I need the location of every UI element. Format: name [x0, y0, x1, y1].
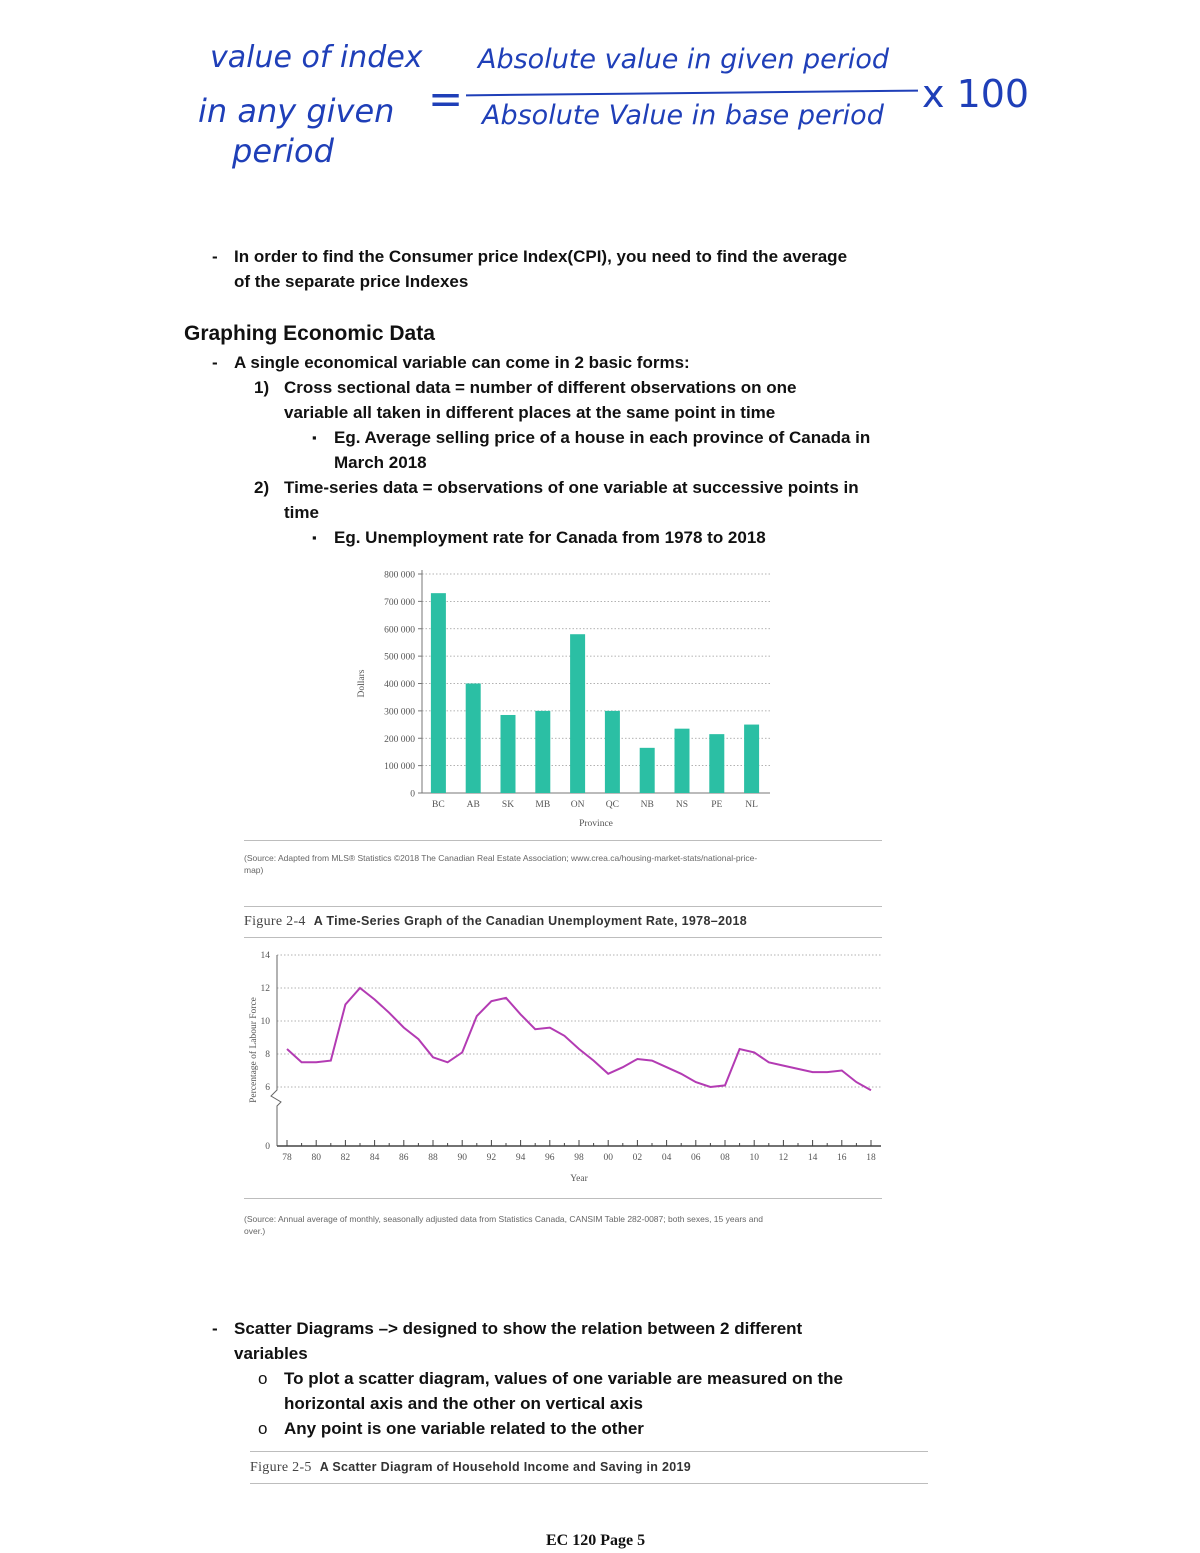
intro-dash: -: [212, 353, 218, 372]
scatter-sub1-line-1: To plot a scatter diagram, values of one variable are measured on the: [284, 1369, 843, 1388]
bar-bc: [431, 593, 446, 793]
bar-x-axis-label: Province: [579, 819, 613, 829]
line-x-tick-label: 06: [691, 1153, 701, 1163]
bar-y-tick-label: 200 000: [384, 734, 415, 745]
bar-x-tick-label: BC: [432, 800, 445, 810]
line-y-tick-label: 8: [265, 1050, 270, 1060]
line-y-axis-label: Percentage of Labour Force: [249, 997, 259, 1103]
bar-y-axis-label: Dollars: [357, 669, 367, 698]
page-footer: EC 120 Page 5: [546, 1532, 646, 1549]
formula-numerator: Absolute value in given period: [478, 44, 890, 75]
figure-2-4-title: A Time-Series Graph of the Canadian Unemployment Rate, 1978–2018: [313, 914, 747, 928]
line-x-tick-label: 16: [837, 1153, 847, 1163]
bar-y-tick-label: 400 000: [384, 680, 415, 690]
item1-line-1: Cross sectional data = number of different observations on one: [284, 378, 797, 397]
bar-ab: [466, 684, 481, 794]
figure-2-4-bottom-rule: [244, 937, 882, 938]
line-x-tick-label: 86: [399, 1153, 409, 1163]
item2-example: Eg. Unemployment rate for Canada from 1978 to 2018: [334, 528, 766, 547]
figure-2-5-title: A Scatter Diagram of Household Income and Saving in 2019: [319, 1460, 692, 1474]
item1-example-line-1: Eg. Average selling price of a house in each province of Canada in: [334, 428, 871, 447]
bar-x-tick-label: NL: [745, 800, 758, 810]
bar-y-tick-label: 0: [410, 789, 415, 800]
bar-x-tick-label: ON: [570, 800, 585, 810]
bar-x-tick-label: SK: [501, 800, 515, 810]
formula-lhs-top: value of index: [210, 40, 423, 75]
bar-y-tick-label: 800 000: [384, 570, 415, 581]
bar-x-tick-label: AB: [466, 800, 480, 810]
bar-chart-rule: [244, 840, 882, 841]
line-y-tick-label: 6: [265, 1083, 270, 1093]
bar-nb: [640, 748, 655, 793]
figure-2-4-caption: [244, 914, 747, 930]
line-chart-source-line-1: (Source: Annual average of monthly, seasonally adjusted data from Statistics Canada, CANSIM Table 282-0087; both sexes, 15 years and: [244, 1214, 763, 1224]
bar-qc: [605, 711, 620, 793]
figure-2-4-number: Figure 2-4: [244, 914, 306, 929]
bar-sk: [501, 715, 516, 793]
line-x-tick-label: 10: [749, 1153, 759, 1163]
line-x-tick-label: 12: [778, 1153, 789, 1163]
formula-denominator: Absolute Value in base period: [482, 100, 884, 131]
formula-equals: =: [428, 74, 464, 123]
item2-square-bullet: ▪: [312, 530, 317, 545]
item1-number: 1): [254, 378, 270, 397]
line-x-tick-label: 82: [340, 1153, 351, 1163]
cpi-line-2: of the separate price Indexes: [234, 272, 469, 291]
scatter-line-2: variables: [234, 1344, 308, 1363]
line-y-tick-label: 10: [260, 1017, 270, 1027]
line-y-tick-label: 12: [260, 984, 270, 994]
item2-line-2: time: [284, 503, 319, 522]
line-chart-source-line-2: over.): [244, 1226, 266, 1236]
figure-2-4-top-rule: [244, 906, 882, 907]
item2-number: 2): [254, 478, 270, 497]
bar-y-tick-label: 700 000: [384, 597, 415, 608]
line-x-tick-label: 04: [661, 1153, 672, 1163]
scatter-sub2-bullet: o: [258, 1419, 268, 1438]
bar-y-tick-label: 500 000: [384, 652, 415, 663]
bar-y-tick-label: 600 000: [384, 625, 415, 636]
cpi-line-1: In order to find the Consumer price Index(CPI), you need to find the average: [234, 247, 848, 266]
figure-2-5-top-rule: [250, 1451, 928, 1452]
figure-2-5-caption: [250, 1460, 691, 1476]
bar-mb: [535, 711, 550, 793]
bar-on: [570, 634, 585, 793]
unemployment-rate-series: [287, 988, 871, 1090]
scatter-sub1-bullet: o: [258, 1369, 268, 1388]
line-x-tick-label: 96: [545, 1153, 555, 1163]
bar-ns: [675, 729, 690, 793]
bar-x-tick-label: PE: [711, 800, 723, 810]
bar-nl: [744, 725, 759, 793]
item1-square-bullet: ▪: [312, 430, 317, 445]
bar-y-tick-label: 300 000: [384, 707, 415, 718]
line-x-tick-label: 90: [457, 1153, 467, 1163]
bar-y-tick-label: 100 000: [384, 762, 415, 773]
line-x-tick-label: 84: [369, 1153, 380, 1163]
bar-x-tick-label: MB: [535, 800, 551, 810]
line-x-tick-label: 98: [574, 1153, 584, 1163]
bar-chart-source-line-2: map): [244, 865, 264, 875]
line-y-tick-label: 0: [265, 1142, 270, 1152]
bar-pe: [709, 734, 724, 793]
line-x-tick-label: 78: [282, 1153, 292, 1163]
line-x-tick-label: 88: [428, 1153, 438, 1163]
bar-x-tick-label: NB: [640, 800, 654, 810]
bar-chart-source-line-1: (Source: Adapted from MLS® Statistics ©2018 The Canadian Real Estate Association; www.crea.ca/housing-market-stats/national-price-: [244, 853, 758, 863]
formula-times-100: x 100: [922, 72, 1030, 116]
formula-fraction-bar: [466, 90, 918, 97]
item1-example-line-2: March 2018: [334, 453, 427, 472]
line-x-tick-label: 14: [807, 1153, 818, 1163]
section-heading: Graphing Economic Data: [184, 322, 435, 345]
figure-2-5-bottom-rule: [250, 1483, 928, 1484]
line-x-axis-label: Year: [570, 1174, 588, 1184]
scatter-sub1-line-2: horizontal axis and the other on vertical axis: [284, 1394, 643, 1413]
line-x-tick-label: 92: [486, 1153, 497, 1163]
line-x-tick-label: 94: [515, 1153, 526, 1163]
line-y-axis-break: [271, 955, 281, 1146]
formula-lhs-mid: in any given: [198, 92, 395, 130]
province-bar-chart: [350, 562, 780, 834]
scatter-sub2-text: Any point is one variable related to the other: [284, 1419, 644, 1438]
bar-x-tick-label: NS: [675, 800, 689, 810]
line-x-tick-label: 18: [866, 1153, 876, 1163]
line-x-tick-label: 08: [720, 1153, 730, 1163]
intro-text: A single economical variable can come in 2 basic forms:: [234, 353, 690, 372]
line-chart-rule: [244, 1198, 882, 1199]
item1-line-2: variable all taken in different places at the same point in time: [284, 403, 776, 422]
scatter-dash: -: [212, 1319, 218, 1338]
line-x-tick-label: 00: [603, 1153, 613, 1163]
line-x-tick-label: 80: [311, 1153, 321, 1163]
cpi-dash: -: [212, 247, 218, 266]
item2-line-1: Time-series data = observations of one variable at successive points in: [284, 478, 859, 497]
formula-lhs-bottom: period: [232, 132, 334, 170]
scatter-line-1: Scatter Diagrams –> designed to show the relation between 2 different: [234, 1319, 803, 1338]
bar-x-tick-label: QC: [605, 800, 620, 810]
line-y-tick-label: 14: [260, 951, 270, 961]
figure-2-5-number: Figure 2-5: [250, 1460, 312, 1475]
unemployment-line-chart: [244, 942, 884, 1190]
line-x-tick-label: 02: [632, 1153, 643, 1163]
